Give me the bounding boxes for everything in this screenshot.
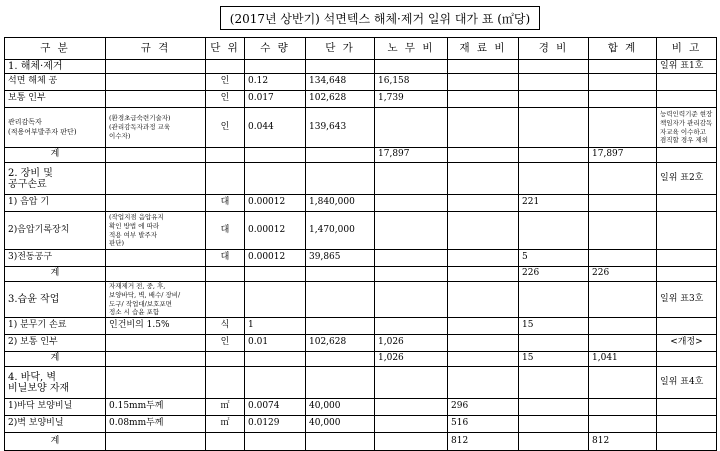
table-cell: 인 <box>206 91 245 108</box>
header-cell: 경 비 <box>519 38 589 60</box>
table-cell: 2) 보통 인부 <box>5 335 106 352</box>
table-cell: 1) 분무기 손료 <box>5 318 106 335</box>
table-cell <box>589 282 657 318</box>
table-cell <box>375 60 448 74</box>
table-cell <box>657 416 717 433</box>
table-cell <box>448 212 519 250</box>
table-cell: 자재제거 전, 중, 후, 보양바닥, 벽, 배수/ 장비/ 도구/ 작업대/보호포면 정소 시 습윤 포함 <box>106 282 206 318</box>
table-cell: 1,840,000 <box>306 195 375 212</box>
table-cell <box>448 352 519 367</box>
table-cell: 0.15mm두께 <box>106 399 206 416</box>
table-cell <box>519 416 589 433</box>
table-cell: 17,897 <box>375 148 448 163</box>
table-cell <box>589 367 657 399</box>
table-cell: 대 <box>206 250 245 267</box>
table-row <box>5 148 717 163</box>
table-cell <box>375 282 448 318</box>
table-cell: 인 <box>206 74 245 91</box>
table-cell <box>657 352 717 367</box>
table-cell: 102,628 <box>306 91 375 108</box>
header-cell: 노 무 비 <box>375 38 448 60</box>
table-cell: 1,739 <box>375 91 448 108</box>
table-row <box>5 108 717 148</box>
table-cell: 식 <box>206 318 245 335</box>
table-cell: 1)바닥 보양비닐 <box>5 399 106 416</box>
table-row <box>5 60 717 74</box>
table-cell <box>657 195 717 212</box>
table-cell <box>657 250 717 267</box>
table-cell <box>245 148 306 163</box>
table-cell <box>519 433 589 451</box>
table-cell <box>106 367 206 399</box>
table-cell: 15 <box>519 352 589 367</box>
table-cell: 0.044 <box>245 108 306 148</box>
table-cell: ㎡ <box>206 399 245 416</box>
table-cell <box>306 267 375 282</box>
table-cell <box>519 367 589 399</box>
table-cell <box>519 163 589 195</box>
table-cell: 40,000 <box>306 416 375 433</box>
table-row <box>5 267 717 282</box>
table-cell: 대 <box>206 195 245 212</box>
table-cell: 계 <box>5 352 106 367</box>
table-cell: 일위 표4호 <box>657 367 717 399</box>
table-cell <box>206 282 245 318</box>
table-cell: 석면 해체 공 <box>5 74 106 91</box>
table-cell <box>657 267 717 282</box>
table-cell <box>375 399 448 416</box>
table-cell: <개정> <box>657 335 717 352</box>
table-cell: 0.0129 <box>245 416 306 433</box>
table-cell <box>448 367 519 399</box>
table-cell <box>306 148 375 163</box>
table-cell <box>106 74 206 91</box>
table-cell <box>106 267 206 282</box>
table-cell <box>519 399 589 416</box>
table-row <box>5 212 717 250</box>
table-cell: 관리감독자 (적용여부발주자 판단) <box>5 108 106 148</box>
header-cell: 비 고 <box>657 38 717 60</box>
header-cell: 합 계 <box>589 38 657 60</box>
table-cell: 102,628 <box>306 335 375 352</box>
table-cell <box>657 74 717 91</box>
table-cell <box>375 416 448 433</box>
table-cell <box>657 399 717 416</box>
table-cell <box>306 318 375 335</box>
header-cell: 구 분 <box>5 38 106 60</box>
table-row <box>5 399 717 416</box>
header-cell: 재 료 비 <box>448 38 519 60</box>
table-cell: 226 <box>519 267 589 282</box>
table-cell <box>106 60 206 74</box>
table-cell <box>306 433 375 451</box>
header-row <box>5 38 717 60</box>
table-cell: 134,648 <box>306 74 375 91</box>
table-row <box>5 335 717 352</box>
table-cell: ㎡ <box>206 416 245 433</box>
table-row <box>5 318 717 335</box>
table-cell <box>206 433 245 451</box>
table-cell <box>206 163 245 195</box>
table-cell: 0.08mm두께 <box>106 416 206 433</box>
table-cell: 3)전동공구 <box>5 250 106 267</box>
table-cell <box>306 367 375 399</box>
table-cell <box>206 267 245 282</box>
table-cell <box>589 318 657 335</box>
table-cell <box>519 108 589 148</box>
table-cell <box>245 433 306 451</box>
table-cell: 226 <box>589 267 657 282</box>
table-cell: 0.00012 <box>245 250 306 267</box>
table-cell <box>375 212 448 250</box>
table-cell <box>589 195 657 212</box>
table-cell <box>306 163 375 195</box>
table-cell <box>657 91 717 108</box>
table-cell: 3.습윤 작업 <box>5 282 106 318</box>
table-cell: 능력인력기준 현장 책임자가 관리감독 자교육 이수하고 겸직할 경우 제외 <box>657 108 717 148</box>
table-cell <box>306 352 375 367</box>
table-cell <box>448 60 519 74</box>
table-cell <box>657 148 717 163</box>
table-cell <box>448 108 519 148</box>
table-cell <box>519 212 589 250</box>
table-cell: 1) 음압 기 <box>5 195 106 212</box>
table-cell <box>589 91 657 108</box>
table-cell <box>589 60 657 74</box>
table-cell: 139,643 <box>306 108 375 148</box>
table-cell <box>519 148 589 163</box>
table-row <box>5 163 717 195</box>
table-cell <box>589 250 657 267</box>
table-cell <box>519 60 589 74</box>
table-cell <box>106 195 206 212</box>
table-cell <box>245 367 306 399</box>
table-cell: 1 <box>245 318 306 335</box>
table-cell: 812 <box>448 433 519 451</box>
table-cell: 0.0074 <box>245 399 306 416</box>
table-cell: 보통 인부 <box>5 91 106 108</box>
table-cell <box>206 148 245 163</box>
table-cell: 대 <box>206 212 245 250</box>
table-cell <box>375 108 448 148</box>
table-cell <box>448 335 519 352</box>
table-cell <box>589 163 657 195</box>
table-cell <box>206 367 245 399</box>
table-cell <box>306 60 375 74</box>
table-cell <box>589 335 657 352</box>
table-cell: 40,000 <box>306 399 375 416</box>
table-cell: 0.00012 <box>245 195 306 212</box>
table-cell <box>448 250 519 267</box>
table-cell: 5 <box>519 250 589 267</box>
table-cell <box>206 60 245 74</box>
table-cell: 4. 바닥, 벽 비닐보양 자재 <box>5 367 106 399</box>
header-cell: 단 가 <box>306 38 375 60</box>
table-cell <box>106 163 206 195</box>
table-cell <box>589 416 657 433</box>
table-cell <box>375 163 448 195</box>
table-cell: 15 <box>519 318 589 335</box>
table-cell: 0.12 <box>245 74 306 91</box>
table-row <box>5 416 717 433</box>
table-cell: 1,470,000 <box>306 212 375 250</box>
table-cell: 812 <box>589 433 657 451</box>
table-cell <box>448 318 519 335</box>
table-cell: 0.00012 <box>245 212 306 250</box>
table-row <box>5 195 717 212</box>
table-cell <box>519 74 589 91</box>
header-cell: 단 위 <box>206 38 245 60</box>
table-cell <box>106 335 206 352</box>
table-cell <box>306 282 375 318</box>
table-row <box>5 74 717 91</box>
table-cell: 계 <box>5 267 106 282</box>
table-cell <box>448 91 519 108</box>
table-cell <box>375 318 448 335</box>
table-cell <box>448 148 519 163</box>
table-cell: 0.01 <box>245 335 306 352</box>
table-cell: 2)음압기록장치 <box>5 212 106 250</box>
table-cell <box>589 74 657 91</box>
table-cell: 1,026 <box>375 352 448 367</box>
table-row <box>5 91 717 108</box>
table-cell <box>106 433 206 451</box>
cost-table <box>4 37 717 451</box>
table-cell <box>589 212 657 250</box>
table-cell <box>448 74 519 91</box>
table-row <box>5 367 717 399</box>
table-cell <box>589 108 657 148</box>
table-cell <box>106 148 206 163</box>
table-cell: 516 <box>448 416 519 433</box>
table-cell <box>519 335 589 352</box>
table-cell <box>375 433 448 451</box>
page-title: (2017년 상반기) 석면텍스 해체·제거 일위 대가 표 (㎡당) <box>220 6 540 30</box>
table-cell <box>657 212 717 250</box>
table-cell: 0.017 <box>245 91 306 108</box>
table-cell: 계 <box>5 433 106 451</box>
table-cell <box>448 282 519 318</box>
table-cell: 일위 표3호 <box>657 282 717 318</box>
header-cell: 수 량 <box>245 38 306 60</box>
table-cell: 1. 해체·제거 <box>5 60 106 74</box>
table-cell <box>245 60 306 74</box>
header-cell: 규 격 <box>106 38 206 60</box>
table-cell <box>106 352 206 367</box>
table-row <box>5 433 717 451</box>
table-cell <box>519 282 589 318</box>
table-cell <box>375 250 448 267</box>
table-cell <box>106 91 206 108</box>
table-cell <box>448 267 519 282</box>
table-cell: 2. 장비 및 공구손료 <box>5 163 106 195</box>
table-cell <box>245 352 306 367</box>
table-cell: 계 <box>5 148 106 163</box>
table-cell: 16,158 <box>375 74 448 91</box>
table-row <box>5 282 717 318</box>
table-cell: 296 <box>448 399 519 416</box>
table-cell: 인건비의 1.5% <box>106 318 206 335</box>
table-cell <box>206 352 245 367</box>
table-cell: 1,026 <box>375 335 448 352</box>
table-cell <box>375 267 448 282</box>
table-cell: (작업지점 음압유지 확인 방법 에 따라 적용 여부 발주자 판단) <box>106 212 206 250</box>
table-cell: 일위 표1호 <box>657 60 717 74</box>
table-cell <box>448 195 519 212</box>
table-cell <box>375 195 448 212</box>
table-cell: 인 <box>206 335 245 352</box>
table-cell: 39,865 <box>306 250 375 267</box>
table-cell <box>519 91 589 108</box>
table-row <box>5 352 717 367</box>
table-cell <box>245 282 306 318</box>
table-cell <box>106 250 206 267</box>
table-cell <box>657 318 717 335</box>
table-cell: 2)벽 보양비닐 <box>5 416 106 433</box>
table-cell: 1,041 <box>589 352 657 367</box>
table-cell <box>448 163 519 195</box>
table-cell <box>375 367 448 399</box>
table-cell <box>657 433 717 451</box>
table-cell: 17,897 <box>589 148 657 163</box>
table-cell: 인 <box>206 108 245 148</box>
table-cell: 221 <box>519 195 589 212</box>
table-cell: 일위 표2호 <box>657 163 717 195</box>
table-cell: (환경초급숙련기술자) (관리감독자과정 교육 이수자) <box>106 108 206 148</box>
table-cell <box>245 163 306 195</box>
table-cell <box>589 399 657 416</box>
table-cell <box>245 267 306 282</box>
table-row <box>5 250 717 267</box>
